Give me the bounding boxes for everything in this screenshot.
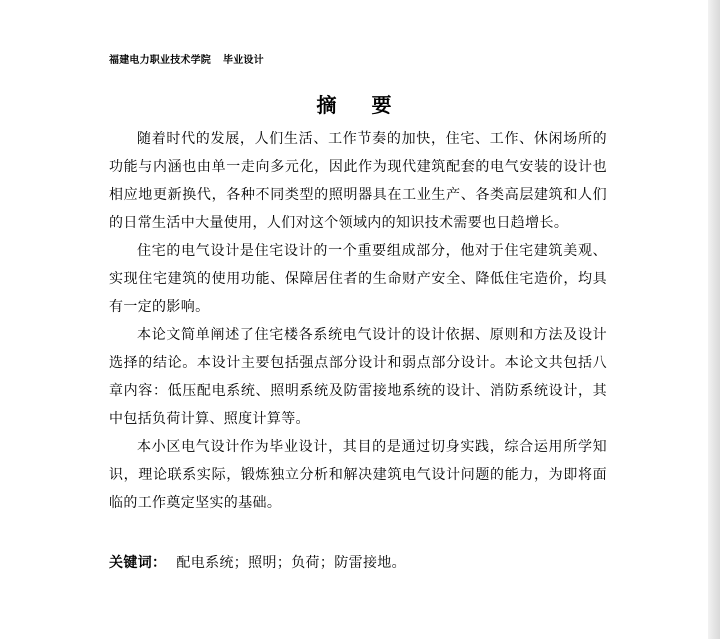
header-institution: 福建电力职业技术学院 — [109, 55, 211, 66]
abstract-title: 摘 要 — [316, 93, 406, 117]
abstract-body — [109, 125, 607, 517]
text-line: 随着时代的发展，人们生活、工作节奏的加快，住宅、工作、休闲场所的 — [137, 131, 607, 147]
text-line: 选择的结论。本设计主要包括强点部分设计和弱点部分设计。本论文共包括八 — [109, 355, 607, 371]
text-line: 相应地更新换代，各种不同类型的照明器具在工业生产、各类高层建筑和人们 — [109, 187, 607, 203]
keywords-text: 配电系统；照明；负荷；防雷接地。 — [176, 555, 407, 571]
keywords-label: 关键词： — [109, 555, 167, 571]
text-line: 临的工作奠定坚实的基础。 — [109, 495, 282, 511]
paragraph — [109, 237, 607, 321]
page-edge-shadow — [708, 0, 720, 639]
text-line: 本论文简单阐述了住宅楼各系统电气设计的设计依据、原则和方法及设计 — [137, 327, 607, 343]
header-doc-type: 毕业设计 — [223, 55, 264, 66]
paragraph — [109, 433, 607, 517]
text-line: 本小区电气设计作为毕业设计，其目的是通过切身实践，综合运用所学知 — [137, 439, 607, 455]
text-line: 章内容：低压配电系统、照明系统及防雷接地系统的设计、消防系统设计，其 — [109, 383, 607, 399]
text-line: 功能与内涵也由单一走向多元化，因此作为现代建筑配套的电气安装的设计也 — [109, 159, 607, 175]
text-line: 有一定的影响。 — [109, 299, 210, 315]
text-line: 识，理论联系实际，锻炼独立分析和解决建筑电气设计问题的能力，为即将面 — [109, 467, 607, 483]
keywords — [109, 552, 406, 572]
text-line: 的日常生活中大量使用，人们对这个领域内的知识技术需要也日趋增长。 — [109, 215, 569, 231]
paragraph — [109, 321, 607, 433]
text-line: 住宅的电气设计是住宅设计的一个重要组成部分，他对于住宅建筑美观、 — [137, 243, 607, 259]
paragraph — [109, 125, 607, 237]
page-header — [109, 51, 264, 66]
text-line: 实现住宅建筑的使用功能、保障居住者的生命财产安全、降低住宅造价，均具 — [109, 271, 607, 287]
text-line: 中包括负荷计算、照度计算等。 — [109, 411, 310, 427]
